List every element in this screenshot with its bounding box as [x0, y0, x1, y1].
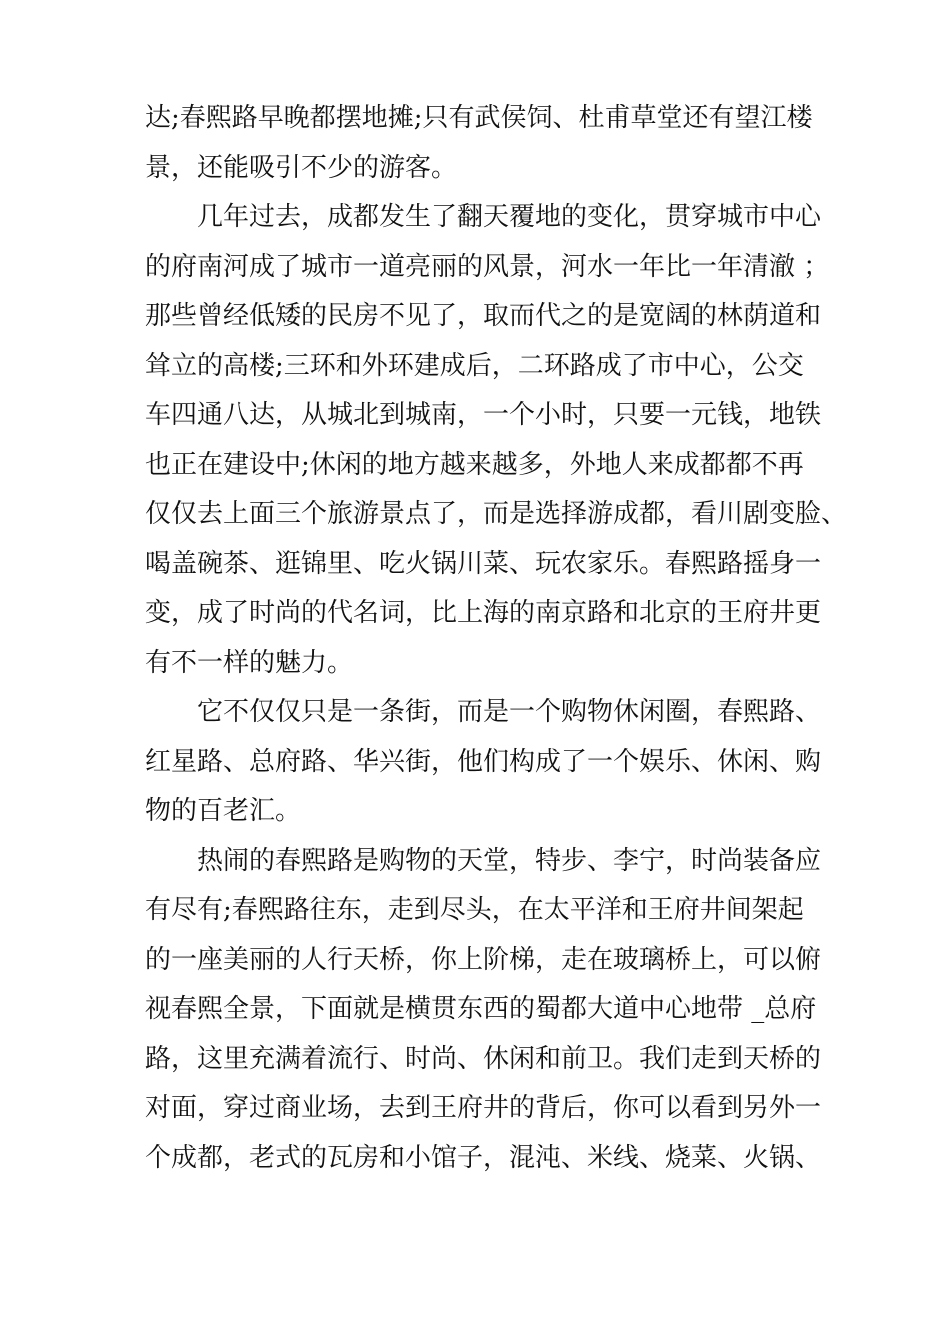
text-line: 的一座美丽的人行天桥，你上阶梯，走在玻璃桥上，可以俯 — [145, 944, 822, 975]
text-line: 车四通八达，从城北到城南，一个小时，只要一元钱，地铁 — [145, 400, 822, 430]
text-line: 达;春熙路早晚都摆地摊;只有武侯饲、杜甫草堂还有望江楼 — [145, 103, 813, 133]
text-line: 喝盖碗茶、逛锦里、吃火锅川菜、玩农家乐。春熙路摇身一 — [145, 548, 822, 579]
text-line: 个成都，老式的瓦房和小馆子，混沌、米线、烧菜、火锅、 — [145, 1142, 822, 1173]
paragraph-4 — [145, 837, 822, 1184]
text-line: 红星路、总府路、华兴街，他们构成了一个娱乐、休闲、购 — [145, 746, 822, 777]
text-line: 它不仅仅只是一条街，而是一个购物休闲圈，春熙路、 — [145, 697, 822, 727]
text-line: 有不一样的魅力。 — [145, 647, 354, 678]
text-line: 对面，穿过商业场，去到王府井的背后，你可以看到另外一 — [145, 1093, 822, 1123]
text-line: 有尽有;春熙路往东，走到尽头，在太平洋和王府井间架起 — [145, 895, 804, 925]
text-line: 也正在建设中;休闲的地方越来越多，外地人来成都都不再 — [145, 449, 804, 480]
text-line: 耸立的高楼;三环和外环建成后，二环路成了市中心，公交 — [145, 350, 804, 381]
body-text — [145, 94, 848, 1183]
text-line: 仅仅去上面三个旅游景点了，而是选择游成都，看川剧变脸、 — [145, 499, 848, 529]
text-line: 几年过去，成都发生了翻天覆地的变化，贯穿城市中心 — [145, 202, 822, 232]
text-line: 的府南河成了城市一道亮丽的风景，河水一年比一年清澈 ； — [145, 251, 830, 282]
paragraph-1 — [145, 94, 813, 193]
text-line: 变，成了时尚的代名词，比上海的南京路和北京的王府井更 — [145, 598, 822, 628]
text-line: 景，还能吸引不少的游客。 — [145, 152, 458, 183]
text-line: 那些曾经低矮的民房不见了，取而代之的是宽阔的林荫道和 — [145, 301, 822, 331]
text-line: 物的百老汇。 — [145, 796, 302, 826]
text-line: 路，这里充满着流行、时尚、休闲和前卫。我们走到天桥的 — [145, 1043, 822, 1074]
text-line: 热闹的春熙路是购物的天堂，特步、李宁，时尚装备应 — [145, 845, 822, 876]
paragraph-3 — [145, 688, 822, 837]
text-line: 视春熙全景，下面就是横贯东西的蜀都大道中心地带 _总府 — [145, 994, 817, 1024]
paragraph-2 — [145, 193, 848, 688]
